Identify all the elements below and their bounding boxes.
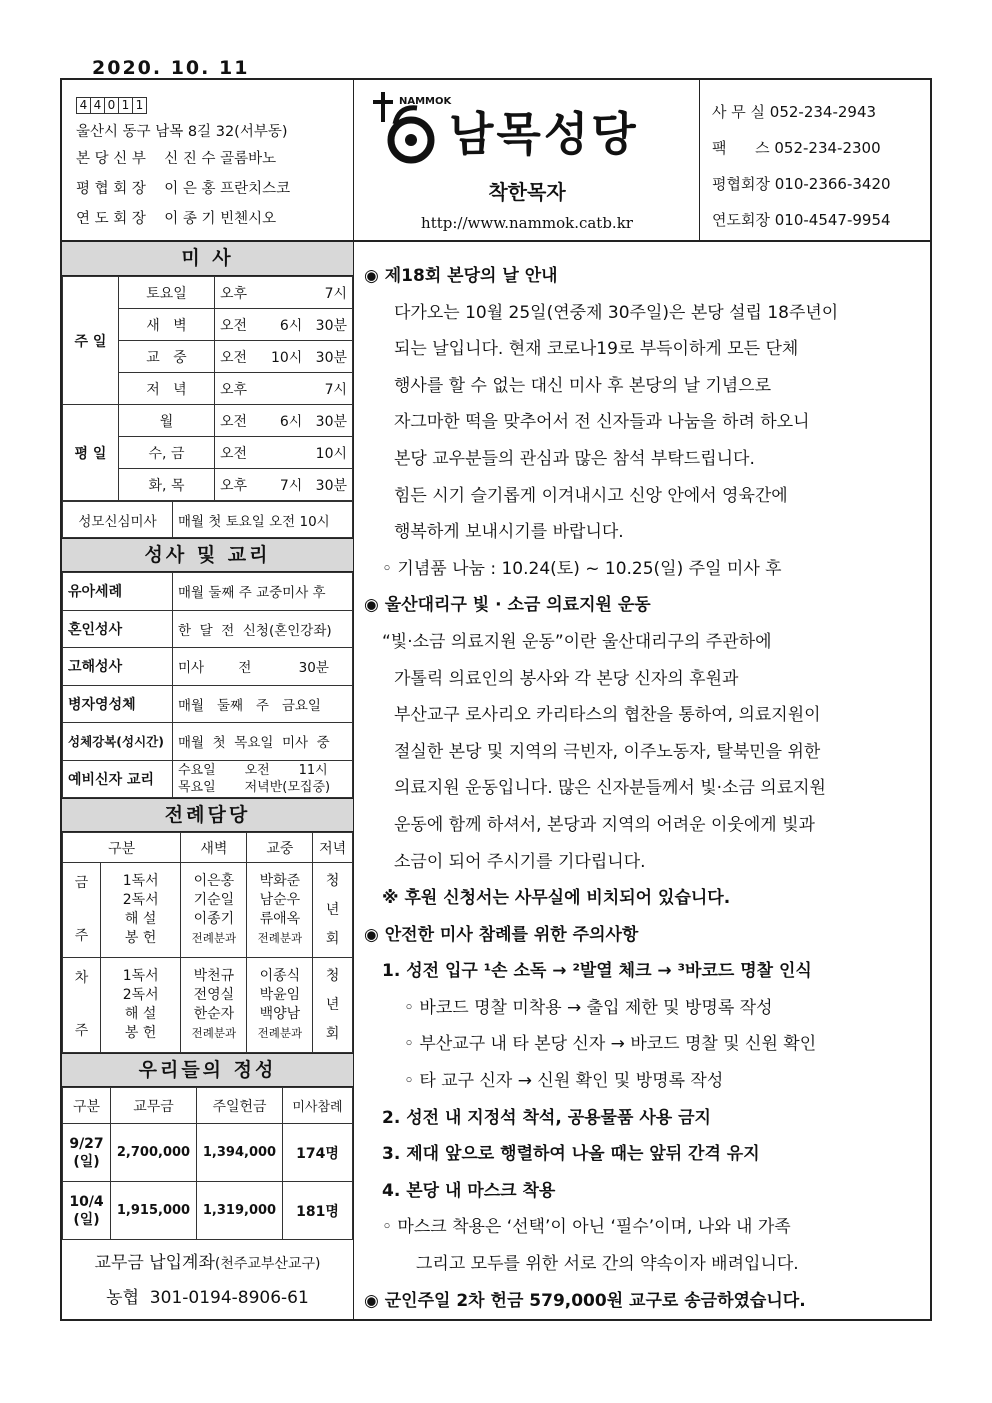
offering-day-text: (일) — [73, 1153, 100, 1170]
minister: 류애옥 — [259, 911, 301, 927]
sacrament-name: 예비신자 교리 — [63, 760, 173, 798]
notice-line: 행사를 할 수 없는 대신 미사 후 본당의 날 기념으로 — [394, 375, 772, 396]
roles-cell — [101, 863, 181, 958]
catechism-line: 목요일 저녁반(모집중) — [178, 779, 331, 795]
mass-day: 화, 목 — [119, 469, 215, 501]
notice-line: 자그마한 떡을 맞추어서 전 신자들과 나눔을 하려 하오니 — [394, 412, 810, 433]
mass-time — [215, 405, 353, 437]
offering-date-text: 9/27 — [69, 1135, 104, 1152]
offering-header: 미사참례 — [283, 1088, 353, 1124]
mass-day: 새 벽 — [119, 309, 215, 341]
mass-ampm: 오전 — [220, 445, 248, 462]
heart-mass-label: 성모신심미사 — [63, 502, 173, 538]
staff-name: 이 은 홍 프란치스코 — [164, 181, 291, 197]
mass-hour: 7시 30분 — [279, 477, 347, 494]
staff-name: 신 진 수 골롬바노 — [164, 151, 277, 167]
mass-hour: 6시 30분 — [279, 317, 347, 334]
role: 2독서 — [122, 987, 159, 1003]
notice-line: 4. 본당 내 마스크 착용 — [382, 1180, 556, 1201]
evening-cell — [313, 958, 353, 1053]
sacrament-time: 매월 첫 목요일 미사 중 — [173, 723, 353, 761]
contact-value: 010-2366-3420 — [774, 175, 891, 193]
role: 해 설 — [124, 1006, 157, 1022]
week-label — [63, 863, 101, 958]
contact-fax — [712, 130, 920, 166]
offering-table — [62, 1087, 353, 1240]
contact-office — [712, 94, 920, 130]
mass-hour: 6시 30분 — [279, 413, 347, 430]
contact-yeondo — [712, 202, 920, 238]
heart-mass-table — [62, 501, 353, 538]
main-cell — [247, 863, 313, 958]
offering-attendance: 181명 — [283, 1182, 353, 1240]
mass-day: 토요일 — [119, 277, 215, 309]
mass-time — [215, 437, 353, 469]
mass-title: 미 사 — [62, 242, 353, 276]
mass-time — [215, 469, 353, 501]
mass-time — [215, 373, 353, 405]
zip-digit: 0 — [104, 97, 119, 114]
parish-url[interactable]: http://www.nammok.catb.kr — [421, 214, 633, 232]
mass-ampm: 오전 — [220, 317, 248, 334]
contact-list — [702, 80, 930, 240]
zip-digit: 1 — [132, 97, 147, 114]
sunday-label: 주 일 — [63, 277, 119, 405]
evening-cell — [313, 863, 353, 958]
logo-small-text: NAMMOK — [399, 96, 452, 107]
contact-value: 052-234-2943 — [769, 103, 877, 121]
mass-time — [215, 277, 353, 309]
notice-line: 3. 제대 앞으로 행렬하여 나올 때는 앞뒤 간격 유지 — [382, 1144, 760, 1165]
minister: 청 — [325, 872, 340, 889]
notice-line: 본당 교우분들의 관심과 많은 참석 부탁드립니다. — [394, 448, 755, 469]
sacraments-title: 성사 및 교리 — [62, 538, 353, 572]
sacrament-time: 미사 전 30분 — [173, 648, 353, 686]
role: 봉 헌 — [124, 1025, 157, 1041]
notice-line: 소금이 되어 주시기를 기다립니다. — [394, 851, 646, 872]
notice-line: “빛·소금 의료지원 운동”이란 울산대리구의 주관하에 — [382, 631, 772, 652]
minister: 이종식 — [259, 968, 301, 984]
offering-day-text: (일) — [73, 1211, 100, 1228]
role: 해 설 — [124, 911, 157, 927]
minister: 백양남 — [259, 1006, 301, 1022]
left-column — [62, 242, 354, 1321]
notice-line: 부산교구 로사리오 카리타스의 협찬을 통하여, 의료지원이 — [394, 705, 821, 726]
mass-day: 수, 금 — [119, 437, 215, 469]
liturgy-table — [62, 832, 353, 1053]
notice-line: 2. 성전 내 지정석 착석, 공용물품 사용 금지 — [382, 1107, 711, 1128]
minister: 전영실 — [193, 987, 235, 1003]
week-label-bottom: 주 — [74, 1023, 89, 1039]
mass-schedule-table — [62, 276, 353, 501]
weekday-label: 평 일 — [63, 405, 119, 501]
liturgy-header: 교중 — [247, 833, 313, 863]
address: 울산시 동구 남목 8길 32(서부동) — [76, 124, 288, 140]
mass-time — [215, 341, 353, 373]
mass-hour: 7시 — [324, 381, 347, 398]
liturgy-header: 구분 — [63, 833, 181, 863]
role: 2독서 — [122, 892, 159, 908]
staff-pastor — [76, 144, 339, 174]
sacrament-time: 매월 둘째 주 금요일 — [173, 685, 353, 723]
week-label-bottom: 주 — [74, 928, 89, 944]
staff-role: 본 당 신 부 — [76, 151, 146, 167]
parish-motto: 착한목자 — [488, 180, 566, 204]
sacrament-name: 유아세례 — [63, 573, 173, 611]
sacrament-name: 성체강복(성시간) — [63, 723, 173, 761]
sacraments-table — [62, 572, 353, 798]
offering-header: 교무금 — [111, 1088, 197, 1124]
sacrament-name: 고해성사 — [63, 648, 173, 686]
mass-ampm: 오후 — [220, 381, 248, 398]
header — [62, 80, 930, 242]
offering-title: 우리들의 정성 — [62, 1053, 353, 1087]
notice-line: 되는 날입니다. 현재 코로나19로 부득이하게 모든 단체 — [394, 339, 799, 360]
bank-account-block — [62, 1240, 353, 1315]
role: 봉 헌 — [124, 930, 157, 946]
mass-day: 저 녁 — [119, 373, 215, 405]
offering-date-text: 10/4 — [69, 1193, 104, 1210]
contact-label: 팩 스 — [712, 139, 770, 157]
offering-dues: 2,700,000 — [111, 1124, 197, 1182]
minister: 박윤임 — [259, 987, 301, 1003]
minister: 이은홍 — [193, 873, 235, 889]
notice-line: 절실한 본당 및 지역의 극빈자, 이주노동자, 탈북민을 위한 — [394, 741, 821, 762]
notice-line: 운동에 함께 하셔서, 본당과 지역의 어려운 이웃에게 빛과 — [394, 814, 815, 835]
mass-hour: 10시 30분 — [270, 349, 347, 366]
dawn-cell — [181, 863, 247, 958]
notice-line: 힘든 시기 슬기롭게 이겨내시고 신앙 안에서 영육간에 — [394, 485, 788, 506]
mass-ampm: 오전 — [220, 413, 248, 430]
minister: 전례분과 — [191, 931, 237, 945]
contact-label: 평협회장 — [712, 175, 770, 193]
parish-info — [62, 80, 354, 240]
notice-line: 의료지원 운동입니다. 많은 신자분들께서 빛·소금 의료지원 — [394, 778, 826, 799]
heart-mass-value: 매월 첫 토요일 오전 10시 — [173, 502, 353, 538]
staff-role: 연 도 회 장 — [76, 211, 146, 227]
staff-name: 이 종 기 빈첸시오 — [164, 211, 277, 227]
role: 1독서 — [122, 873, 159, 889]
minister: 이종기 — [193, 911, 235, 927]
notice-line: ◦ 타 교구 신자 → 신원 확인 및 방명록 작성 — [404, 1071, 724, 1092]
catechism-line: 수요일 오전 11시 — [178, 762, 328, 778]
minister: 전례분과 — [191, 1026, 237, 1040]
minister: 기순일 — [193, 892, 235, 908]
minister: 청 — [325, 967, 340, 984]
notice-line: 가톨릭 의료인의 봉사와 각 본당 신자의 후원과 — [394, 668, 739, 689]
mass-ampm: 오전 — [220, 349, 248, 366]
bulletin-frame — [60, 78, 932, 1321]
notice-line: 다가오는 10월 25일(연중제 30주일)은 본당 설립 18주년이 — [394, 302, 839, 323]
offering-collection: 1,394,000 — [197, 1124, 283, 1182]
staff-council — [76, 174, 339, 204]
minister: 년 — [325, 901, 340, 918]
offering-header: 주일헌금 — [197, 1088, 283, 1124]
staff-yeondo — [76, 204, 339, 234]
staff-role: 평 협 회 장 — [76, 181, 146, 197]
roles-cell — [101, 958, 181, 1053]
notice-line: ◦ 기념품 나눔 : 10.24(토) ~ 10.25(일) 주일 미사 후 — [382, 558, 782, 579]
bank-label — [62, 1246, 353, 1281]
bulletin-date: 2020. 10. 11 — [92, 57, 250, 79]
bank-account: 농협 301-0194-8906-61 — [106, 1288, 309, 1308]
minister: 한순자 — [193, 1006, 235, 1022]
liturgy-header: 저녁 — [313, 833, 353, 863]
notices-column — [356, 242, 930, 1321]
liturgy-title: 전례담당 — [62, 798, 353, 832]
zip-digit: 1 — [118, 97, 133, 114]
bank-label-small: (천주교부산교구) — [214, 1256, 321, 1272]
minister: 박화준 — [259, 873, 301, 889]
mass-day: 월 — [119, 405, 215, 437]
mass-day: 교 중 — [119, 341, 215, 373]
role: 1독서 — [122, 968, 159, 984]
contact-label: 연도회장 — [712, 211, 770, 229]
mass-time — [215, 309, 353, 341]
bank-label-text: 교무금 납입계좌 — [94, 1253, 215, 1273]
notice-line: 그리고 모두를 위한 서로 간의 약속이자 배려입니다. — [416, 1254, 799, 1275]
contact-council — [712, 166, 920, 202]
sacrament-time: 한 달 전 신청(혼인강좌) — [173, 610, 353, 648]
mass-ampm: 오후 — [220, 477, 248, 494]
main-cell — [247, 958, 313, 1053]
sacrament-name: 혼인성사 — [63, 610, 173, 648]
notice-line: 행복하게 보내시기를 바랍니다. — [394, 522, 624, 543]
notice-line: ※ 후원 신청서는 사무실에 비치되어 있습니다. — [382, 888, 731, 909]
mass-hour: 10시 — [315, 445, 347, 462]
notice-line: ◦ 부산교구 내 타 본당 신자 → 바코드 명찰 및 신원 확인 — [404, 1034, 817, 1055]
notice-heading: ◉ 군인주일 2차 헌금 579,000원 교구로 송금하였습니다. — [364, 1290, 806, 1311]
minister: 년 — [325, 996, 340, 1013]
minister: 전례분과 — [257, 1026, 303, 1040]
zip-code — [76, 97, 146, 114]
offering-collection: 1,319,000 — [197, 1182, 283, 1240]
offering-dues: 1,915,000 — [111, 1182, 197, 1240]
minister: 박천규 — [193, 968, 235, 984]
notice-line: ◦ 마스크 착용은 ‘선택’이 아닌 ‘필수’이며, 나와 내 가족 — [382, 1217, 791, 1238]
parish-logo-block — [354, 80, 700, 240]
week-label-top: 금 — [74, 875, 89, 891]
sacrament-time: 매월 둘째 주 교중미사 후 — [173, 573, 353, 611]
week-label-top: 차 — [74, 970, 89, 986]
liturgy-header: 새벽 — [181, 833, 247, 863]
mass-hour: 7시 — [324, 285, 347, 302]
notice-heading: ◉ 제18회 본당의 날 안내 — [364, 266, 558, 286]
sacrament-time — [173, 760, 353, 798]
contact-value: 010-4547-9954 — [774, 211, 891, 229]
minister: 회 — [325, 1025, 340, 1042]
sacrament-name: 병자영성체 — [63, 685, 173, 723]
parish-name: 남목성당 — [449, 107, 639, 161]
mass-ampm: 오후 — [220, 285, 248, 302]
week-label — [63, 958, 101, 1053]
notice-line: 1. 성전 입구 ¹손 소독 → ²발열 체크 → ³바코드 명찰 인식 — [382, 961, 812, 982]
dawn-cell — [181, 958, 247, 1053]
notice-heading: ◉ 안전한 미사 참례를 위한 주의사항 — [364, 924, 639, 945]
minister: 남순우 — [259, 892, 301, 908]
contact-label: 사 무 실 — [712, 103, 766, 121]
notice-line: ◦ 바코드 명찰 미착용 → 출입 제한 및 방명록 작성 — [404, 997, 773, 1018]
zip-digit: 4 — [76, 97, 91, 114]
offering-header: 구분 — [63, 1088, 111, 1124]
offering-date — [63, 1182, 111, 1240]
offering-date — [63, 1124, 111, 1182]
minister: 전례분과 — [257, 931, 303, 945]
minister: 회 — [325, 930, 340, 947]
offering-attendance: 174명 — [283, 1124, 353, 1182]
zip-digit: 4 — [90, 97, 105, 114]
contact-value: 052-234-2300 — [774, 139, 881, 157]
notice-heading: ◉ 울산대리구 빛 · 소금 의료지원 운동 — [364, 595, 651, 616]
